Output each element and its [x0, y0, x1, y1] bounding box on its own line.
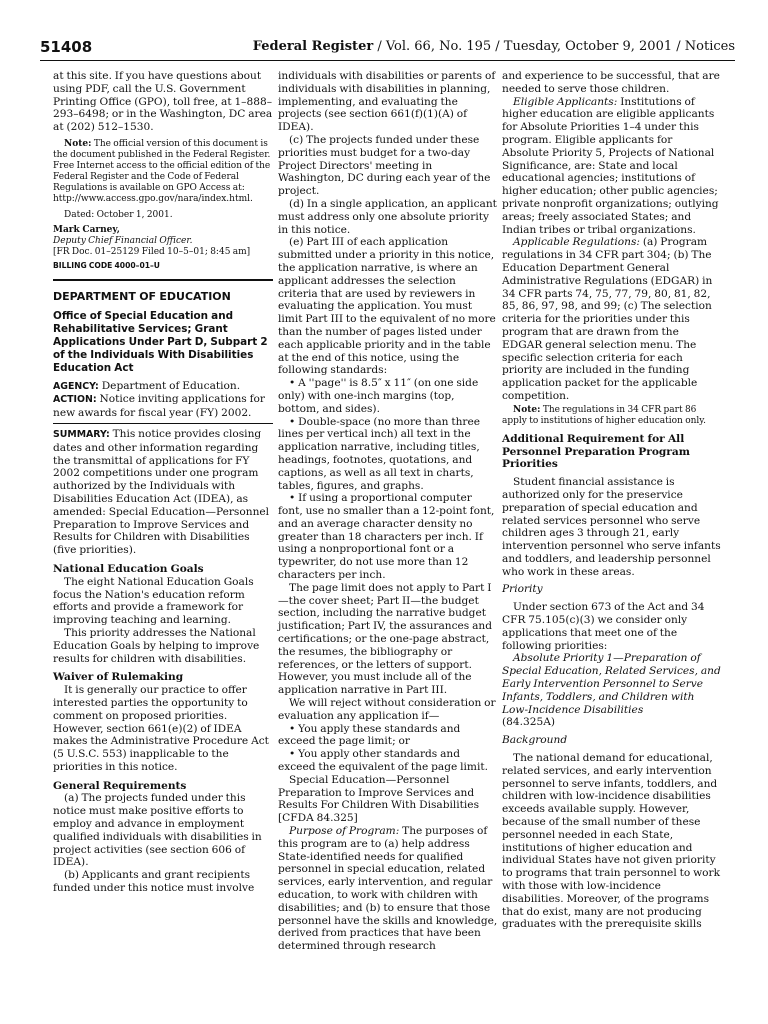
cfda-number: (84.325A)	[502, 716, 555, 729]
paragraph: The page limit does not apply to Part I—the cover sheet; Part II—the budget section, including the narrative budget justification; Part IV, the assurances and certifications; or the one-page abstract, the resumes, the bibliography or references, or the letters of support. However, you must include all of the application narrative in Part III.	[278, 581, 493, 697]
bullet-item: • If using a proportional computer font, use no smaller than a 12-point font, and an average character density no greater than 18 characters per inch. If using a nonproportional font or a typewriter, do not use more than 12 characters per inch.	[278, 492, 495, 582]
purpose-label: Purpose of Program:	[289, 825, 400, 838]
note: Note: The official version of this document is the document published in the Federal Register. Free Internet access to the official edition of the Federal Register and the Code of Federal Regulations is available on GPO Access at: http://www.access.gpo.gov/nara/index.html.	[53, 138, 271, 204]
paragraph: and experience to be successful, that are needed to serve those children.	[502, 70, 720, 95]
billing-code: BILLING CODE 4000–01–U	[53, 260, 160, 270]
bullet-item: • You apply these standards and exceed the page limit; or	[278, 722, 461, 748]
action-line: ACTION: Notice inviting applications for new awards for fiscal year (FY) 2002.	[53, 393, 265, 420]
section-heading-goals: National Education Goals	[53, 562, 204, 575]
paragraph: (c) The projects funded under these priorities must budget for a two-day Project Directors' meeting in Washington, DC during each year of the project.	[278, 133, 491, 198]
bullet-item: • Double-space (no more than three lines per vertical inch) all text in the application narrative, including titles, headings, footnotes, quotations, and captions, as well as all text in charts, tables, figures, and graphs.	[278, 415, 481, 492]
section-heading-general: General Requirements	[53, 779, 187, 792]
bullet-item: • A ''page'' is 8.5″ x 11″ (on one side only) with one-inch margins (top, bottom, and sides).	[278, 377, 479, 415]
paragraph: Under section 673 of the Act and 34 CFR 75.105(c)(3) we consider only applications that meet one of the following priorities:	[502, 601, 705, 652]
section-heading-priority: Priority	[502, 583, 543, 596]
paragraph: (a) The projects funded under this notice must make positive efforts to employ and advance in employment qualified individuals with disabilities in project activities (see section 606 of IDEA).	[53, 792, 262, 869]
paragraph: The national demand for educational, related services, and early intervention personnel to serve infants, toddlers, and children with low-incidence disabilities exceeds available supply. However, because of the small number of these personnel needed in each State, institutions of higher education and individual States have not given priority to programs that train personnel to work with those with low-incidence disabilities. Moreover, of the programs that do exist, many are not producing graduates with the prerequisite skills	[502, 752, 721, 931]
section-heading-background: Background	[502, 734, 568, 747]
paragraph: It is generally our practice to offer interested parties the opportunity to comment on proposed priorities. However, section 661(e)(2) of IDEA makes the Administrative Procedure Act (5 U.S.C. 553) inapplicable to the priorities in this notice.	[53, 684, 269, 773]
running-header	[40, 38, 735, 61]
section-heading-additional: Additional Requirement for All Personnel Preparation Program Priorities	[502, 432, 690, 471]
applicable-regulations: Applicable Regulations: (a) Program regulations in 34 CFR part 304; (b) The Education Department General Administrative Regulations (EDGAR) in 34 CFR parts 74, 75, 77, 79, 80, 81, 82, 85, 86, 97, 98, and 99; (c) The selection criteria for the priorities under this program that are drawn from the EDGAR general selection menu. The specific selection criteria for each priority are included in the funding application packet for the applicable competition.	[502, 236, 713, 402]
signer-title: Deputy Chief Financial Officer.	[53, 235, 193, 246]
note: Note: The regulations in 34 CFR part 86 apply to institutions of higher education only.	[502, 404, 707, 426]
action-label: ACTION:	[53, 394, 97, 406]
eligible-applicants: Eligible Applicants: Institutions of higher education are eligible applicants for Absolute Priorities 1–4 under this program. Eligible applicants for Absolute Priority 5, Projects of National Significance, are: State and local educational agencies; institutions of higher education; other public agencies; private nonprofit organizations; outlying areas; freely associated States; and Indian tribes or tribal organizations.	[502, 95, 719, 236]
paragraph: individuals with disabilities or parents of individuals with disabilities in planning, implementing, and evaluating the projects (see section 661(f)(1)(A) of IDEA).	[278, 70, 496, 134]
absolute-priority-1: Absolute Priority 1—Preparation of Special Education, Related Services, and Early Intervention Personnel to Serve Infants, Toddlers, and Children with Low-Incidence Disabilities	[502, 652, 721, 716]
page-number: 51408	[40, 38, 93, 56]
subject-heading: Office of Special Education and Rehabilitative Services; Grant Applications Under Part D, Subpart 2 of the Individuals With Disabilities Education Act	[53, 309, 268, 374]
issue-info: / Vol. 66, No. 195 / Tuesday, October 9, 2001 / Notices	[377, 39, 735, 54]
paragraph: (e) Part III of each application submitted under a priority in this notice, the application narrative, is where an applicant addresses the selection criteria that are used by reviewers in evaluating the application. You must limit Part III to the equivalent of no more than the number of pages listed under each applicable priority and in the table at the end of this notice, using the following standards:	[278, 236, 496, 377]
agency-label: AGENCY:	[53, 380, 99, 392]
note-label: Note:	[513, 404, 541, 415]
agency-line: AGENCY: Department of Education.	[53, 379, 241, 392]
column-1	[53, 70, 273, 895]
journal-name: Federal Register	[252, 39, 374, 54]
dated-line: Dated: October 1, 2001.	[64, 209, 173, 220]
eligible-label: Eligible Applicants:	[513, 95, 618, 108]
paragraph: We will reject without consideration or evaluation any application if—	[278, 697, 496, 722]
column-3	[502, 70, 722, 931]
paragraph: (d) In a single application, an applicant must address only one absolute priority in this notice.	[278, 197, 497, 236]
section-divider	[53, 279, 273, 281]
paragraph: at this site. If you have questions about using PDF, call the U.S. Government Printing Office (GPO), toll free, at 1–888–293–6498; or in the Washington, DC area at (202) 512–1530.	[53, 70, 273, 134]
paragraph: (b) Applicants and grant recipients funded under this notice must involve	[53, 869, 255, 895]
summary-label: SUMMARY:	[53, 428, 110, 440]
divider	[53, 423, 273, 424]
column-2	[278, 70, 498, 953]
paragraph: The eight National Education Goals focus the Nation's education reform efforts and provide a framework for improving teaching and learning.	[53, 575, 254, 627]
note-label: Note:	[64, 138, 92, 149]
paragraph: Student financial assistance is authorized only for the preservice preparation of special education and related services personnel who serve children ages 3 through 21, early intervention personnel who serve infants and toddlers, and leadership personnel who work in these areas.	[502, 476, 721, 578]
regulations-label: Applicable Regulations:	[513, 236, 640, 249]
summary: SUMMARY: This notice provides closing dates and other information regarding the transmittal of applications for FY 2002 competitions under one program authorized by the Individuals with Disabilities Education Act (IDEA), as amended: Special Education—Personnel Preparation to Improve Services and Results for Children with Disabilities (five priorities).	[53, 427, 270, 557]
section-heading-waiver: Waiver of Rulemaking	[53, 671, 184, 684]
signer-name: Mark Carney,	[53, 224, 120, 235]
program-title: Special Education—Personnel Preparation to Improve Services and Results For Children With Disabilities [CFDA 84.325]	[278, 773, 480, 825]
department-heading: DEPARTMENT OF EDUCATION	[53, 289, 231, 303]
paragraph: This priority addresses the National Education Goals by helping to improve results for children with disabilities.	[53, 626, 260, 665]
running-head	[253, 39, 735, 54]
bullet-item: • You apply other standards and exceed the equivalent of the page limit.	[278, 748, 488, 774]
purpose-paragraph: Purpose of Program: The purposes of this program are to (a) help address State-identified needs for qualified personnel in special education, related services, early intervention, and regular education, to work with children with disabilities; and (b) to ensure that those personnel have the skills and knowledge, derived from practices that have been determined through research	[278, 825, 498, 953]
fr-doc-line: [FR Doc. 01–25129 Filed 10–5–01; 8:45 am]	[53, 246, 251, 257]
